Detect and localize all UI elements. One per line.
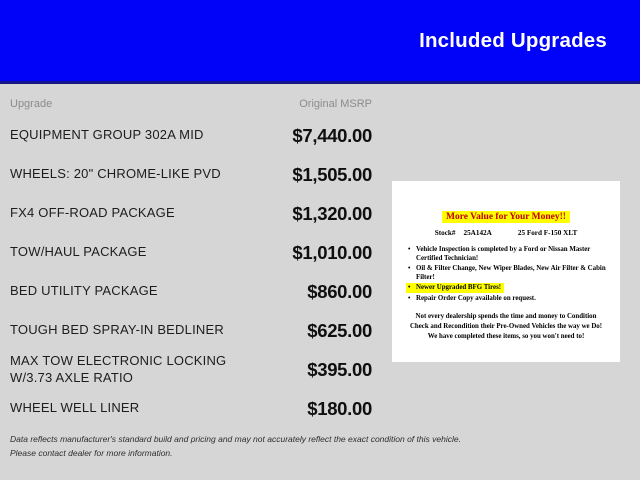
upgrade-name: EQUIPMENT GROUP 302A MID (10, 127, 204, 143)
stock-label: Stock# (434, 229, 456, 237)
upgrade-price: $7,440.00 (292, 124, 372, 146)
table-row (0, 194, 372, 233)
page-title: Included Upgrades (419, 28, 607, 52)
column-header-msrp: Original MSRP (299, 98, 372, 110)
disclaimer-line-1: Data reflects manufacturer's standard build and pricing and may not accurately reflect the exact condition of this vehicle. (10, 434, 461, 444)
table-row (0, 116, 372, 155)
table-row (0, 311, 372, 350)
table-row (0, 233, 372, 272)
table-row (0, 389, 372, 428)
upgrade-price: $1,505.00 (292, 163, 372, 185)
value-card-bullet: • Oil & Filter Change, New Wiper Blades, New Air Filter & Cabin Filter! (406, 264, 608, 282)
upgrade-price: $1,010.00 (292, 241, 372, 263)
upgrade-name: FX4 OFF-ROAD PACKAGE (10, 205, 175, 221)
value-card-bullet: • Vehicle Inspection is completed by a Ford or Nissan Master Certified Technician! (406, 245, 608, 263)
table-row (0, 272, 372, 311)
stock-value: 25A142A (463, 229, 492, 237)
upgrade-price: $395.00 (307, 358, 372, 380)
column-header-upgrade: Upgrade (10, 98, 53, 110)
value-card-bullet: • Newer Upgraded BFG Tires! (406, 283, 504, 292)
header-banner (0, 0, 640, 84)
upgrade-name: WHEEL WELL LINER (10, 400, 140, 416)
upgrade-name: WHEELS: 20" CHROME-LIKE PVD (10, 166, 221, 182)
disclaimer-line-2: Please contact dealer for more information. (10, 447, 173, 458)
upgrade-price: $860.00 (307, 280, 372, 302)
upgrade-price: $625.00 (307, 319, 372, 341)
value-card (392, 181, 620, 362)
table-header-row (0, 92, 372, 116)
value-card-footer: Not every dealership spends the time and money to Condition Check and Recondition their Pre-Owned Vehicles the way we Do! We have completed these items, so you won't need to! (409, 312, 603, 340)
value-card-title-text: More Value for Your Money!! (442, 211, 570, 223)
table-row (0, 350, 372, 389)
vehicle-name: 25 Ford F-150 XLT (517, 229, 578, 237)
upgrade-price: $180.00 (307, 397, 372, 419)
upgrade-price: $1,320.00 (292, 202, 372, 224)
upgrades-table-body (0, 116, 372, 428)
stock-line (404, 229, 608, 237)
upgrade-name: TOW/HAUL PACKAGE (10, 244, 147, 260)
stock-number (435, 229, 492, 237)
value-card-bullets (404, 245, 608, 303)
upgrade-name: BED UTILITY PACKAGE (10, 283, 158, 299)
upgrade-name: MAX TOW ELECTRONIC LOCKING W/3.73 AXLE RATIO (10, 352, 227, 385)
upgrades-table (0, 84, 372, 428)
value-card-bullet: • Repair Order Copy available on request. (406, 294, 608, 303)
upgrade-name: TOUGH BED SPRAY-IN BEDLINER (10, 322, 224, 338)
disclaimer-text (10, 433, 640, 460)
table-row (0, 155, 372, 194)
value-card-title (404, 206, 608, 224)
